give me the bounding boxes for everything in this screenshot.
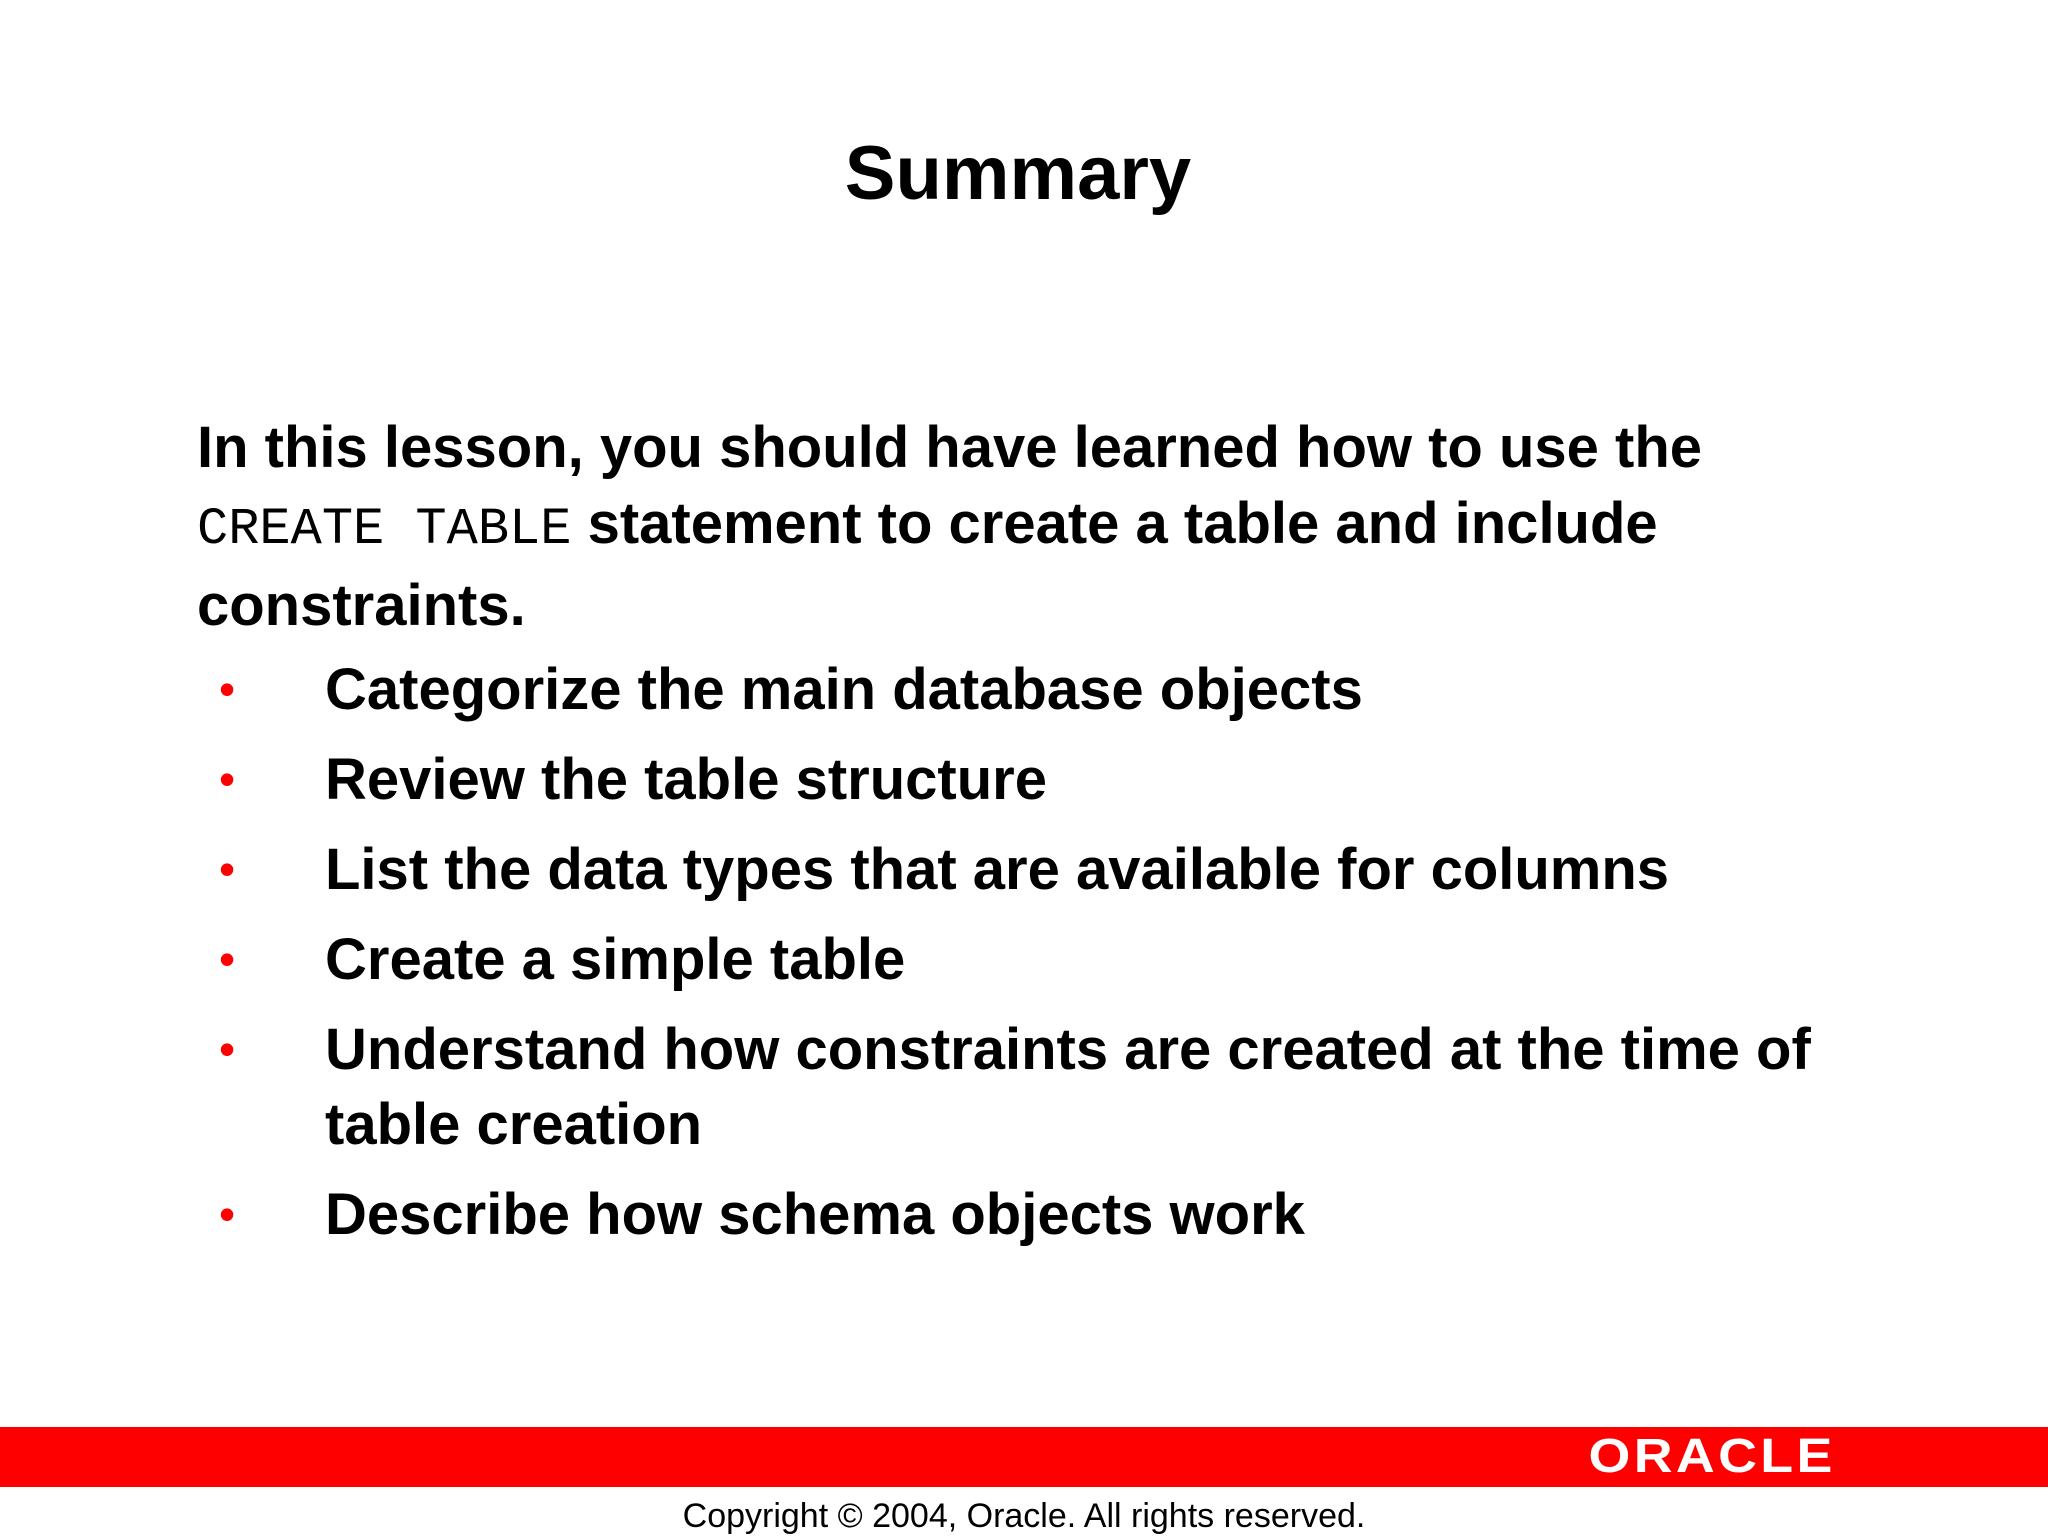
bullet-dot-icon: • (219, 1188, 236, 1240)
bullet-dot-icon: • (219, 663, 236, 715)
bullet-text: Review the table structure (325, 747, 1047, 812)
bullet-item (197, 652, 1897, 727)
bullet-dot-icon: • (219, 843, 236, 895)
bullet-dot-icon: • (219, 753, 236, 805)
intro-code: CREATE TABLE (197, 500, 572, 559)
intro-paragraph (197, 410, 1897, 644)
copyright-text: Copyright © 2004, Oracle. All rights reserved. (682, 1497, 1366, 1535)
bullet-item (197, 1012, 1897, 1162)
bullet-dot-icon: • (219, 1023, 236, 1075)
slide-title: Summary (844, 131, 1192, 216)
bullet-text: Describe how schema objects work (325, 1182, 1305, 1247)
bullet-text: Categorize the main database objects (325, 657, 1363, 722)
bullet-item (197, 922, 1897, 997)
oracle-logo: ORACLE (1588, 1430, 1836, 1483)
intro-text-end: statement to create a table and include constraints. (197, 491, 1658, 638)
bullet-list (197, 652, 1897, 1267)
bullet-item (197, 832, 1897, 907)
bullet-dot-icon: • (219, 933, 236, 985)
bullet-text: Create a simple table (325, 927, 906, 992)
bullet-text: List the data types that are available for columns (325, 837, 1670, 902)
bullet-item (197, 1177, 1897, 1252)
bullet-item (197, 742, 1897, 817)
intro-text-start: In this lesson, you should have learned how to use the (197, 415, 1703, 480)
bullet-text: Understand how constraints are created at the time of table creation (325, 1017, 1811, 1157)
